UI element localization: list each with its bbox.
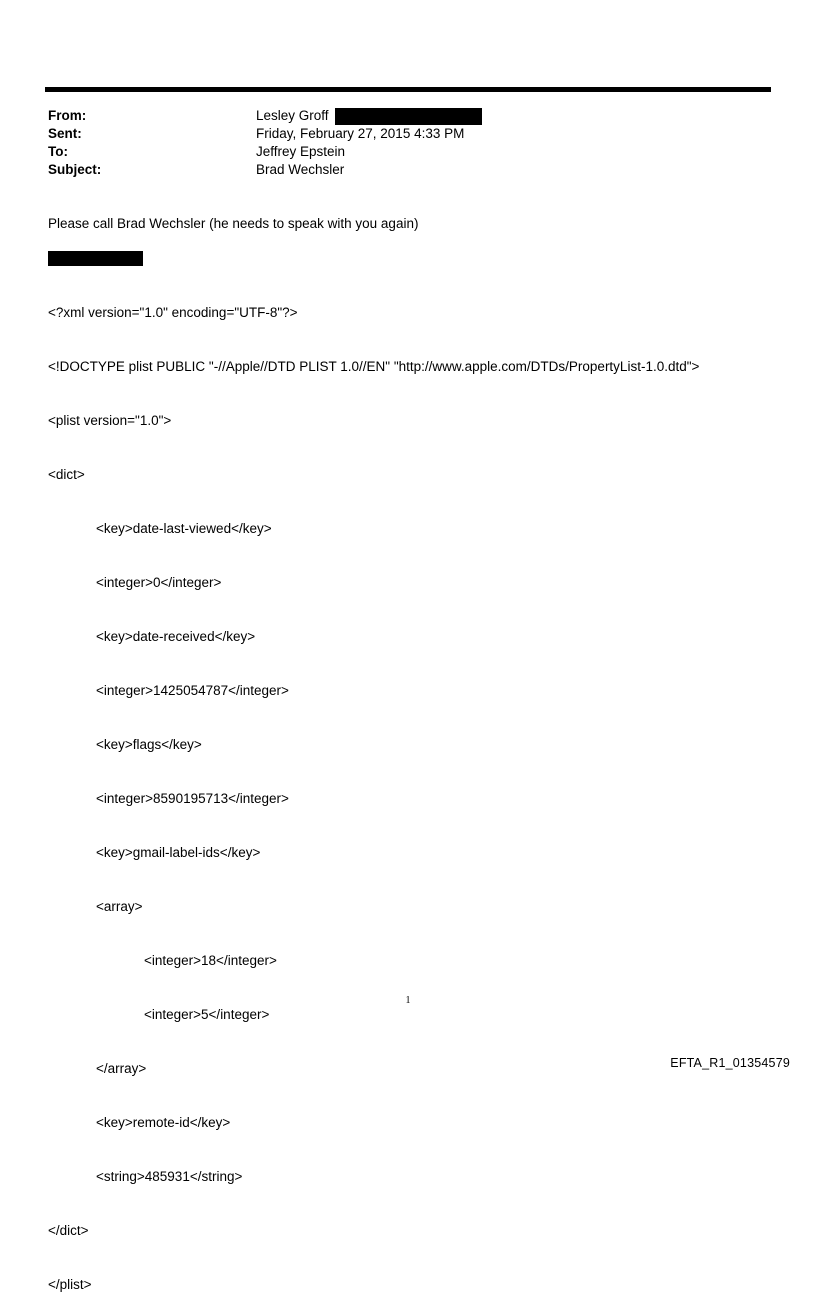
- plist-line: <integer>0</integer>: [96, 575, 222, 590]
- sent-row: [48, 125, 482, 143]
- plist-line: <key>remote-id</key>: [96, 1115, 231, 1130]
- header-divider-rule: [45, 87, 771, 92]
- plist-line: <integer>18</integer>: [144, 953, 277, 968]
- plist-line: <integer>5</integer>: [144, 1007, 270, 1022]
- from-row: [48, 107, 482, 125]
- plist-line: <array>: [96, 899, 143, 914]
- sent-label: Sent:: [48, 126, 82, 141]
- plist-line: <integer>1425054787</integer>: [96, 683, 289, 698]
- plist-dict-open: <dict>: [48, 467, 85, 482]
- plist-close-tag: </plist>: [48, 1277, 92, 1292]
- plist-line: </array>: [96, 1061, 147, 1076]
- subject-row: [48, 161, 482, 179]
- plist-line: <string>485931</string>: [96, 1169, 243, 1184]
- plist-dict-close: </dict>: [48, 1223, 89, 1238]
- message-body: Please call Brad Wechsler (he needs to speak with you again): [48, 216, 419, 231]
- bates-number: EFTA_R1_01354579: [670, 1056, 790, 1070]
- plist-open-tag: <plist version="1.0">: [48, 413, 172, 428]
- subject-value: Brad Wechsler: [256, 162, 345, 177]
- sent-value: Friday, February 27, 2015 4:33 PM: [256, 126, 465, 141]
- plist-line: <key>date-received</key>: [96, 629, 256, 644]
- from-value: [256, 107, 482, 125]
- from-email-redaction: [335, 108, 482, 125]
- subject-label: Subject:: [48, 162, 102, 177]
- email-header: [48, 107, 482, 179]
- plist-line: <integer>8590195713</integer>: [96, 791, 289, 806]
- plist-block: [48, 268, 699, 1312]
- from-sender-name: Lesley Groff: [256, 108, 329, 123]
- to-value: Jeffrey Epstein: [256, 144, 346, 159]
- signature-redaction: [48, 251, 143, 266]
- plist-doctype: <!DOCTYPE plist PUBLIC "-//Apple//DTD PLIST 1.0//EN" "http://www.apple.com/DTDs/PropertyList-1.0.dtd">: [48, 359, 700, 374]
- plist-line: <key>date-last-viewed</key>: [96, 521, 272, 536]
- plist-xml-declaration: <?xml version="1.0" encoding="UTF-8"?>: [48, 305, 298, 320]
- from-label: From:: [48, 108, 87, 123]
- to-label: To:: [48, 144, 68, 159]
- to-row: [48, 143, 482, 161]
- plist-line: <key>flags</key>: [96, 737, 202, 752]
- plist-line: <key>gmail-label-ids</key>: [96, 845, 261, 860]
- page-number: 1: [405, 995, 411, 1006]
